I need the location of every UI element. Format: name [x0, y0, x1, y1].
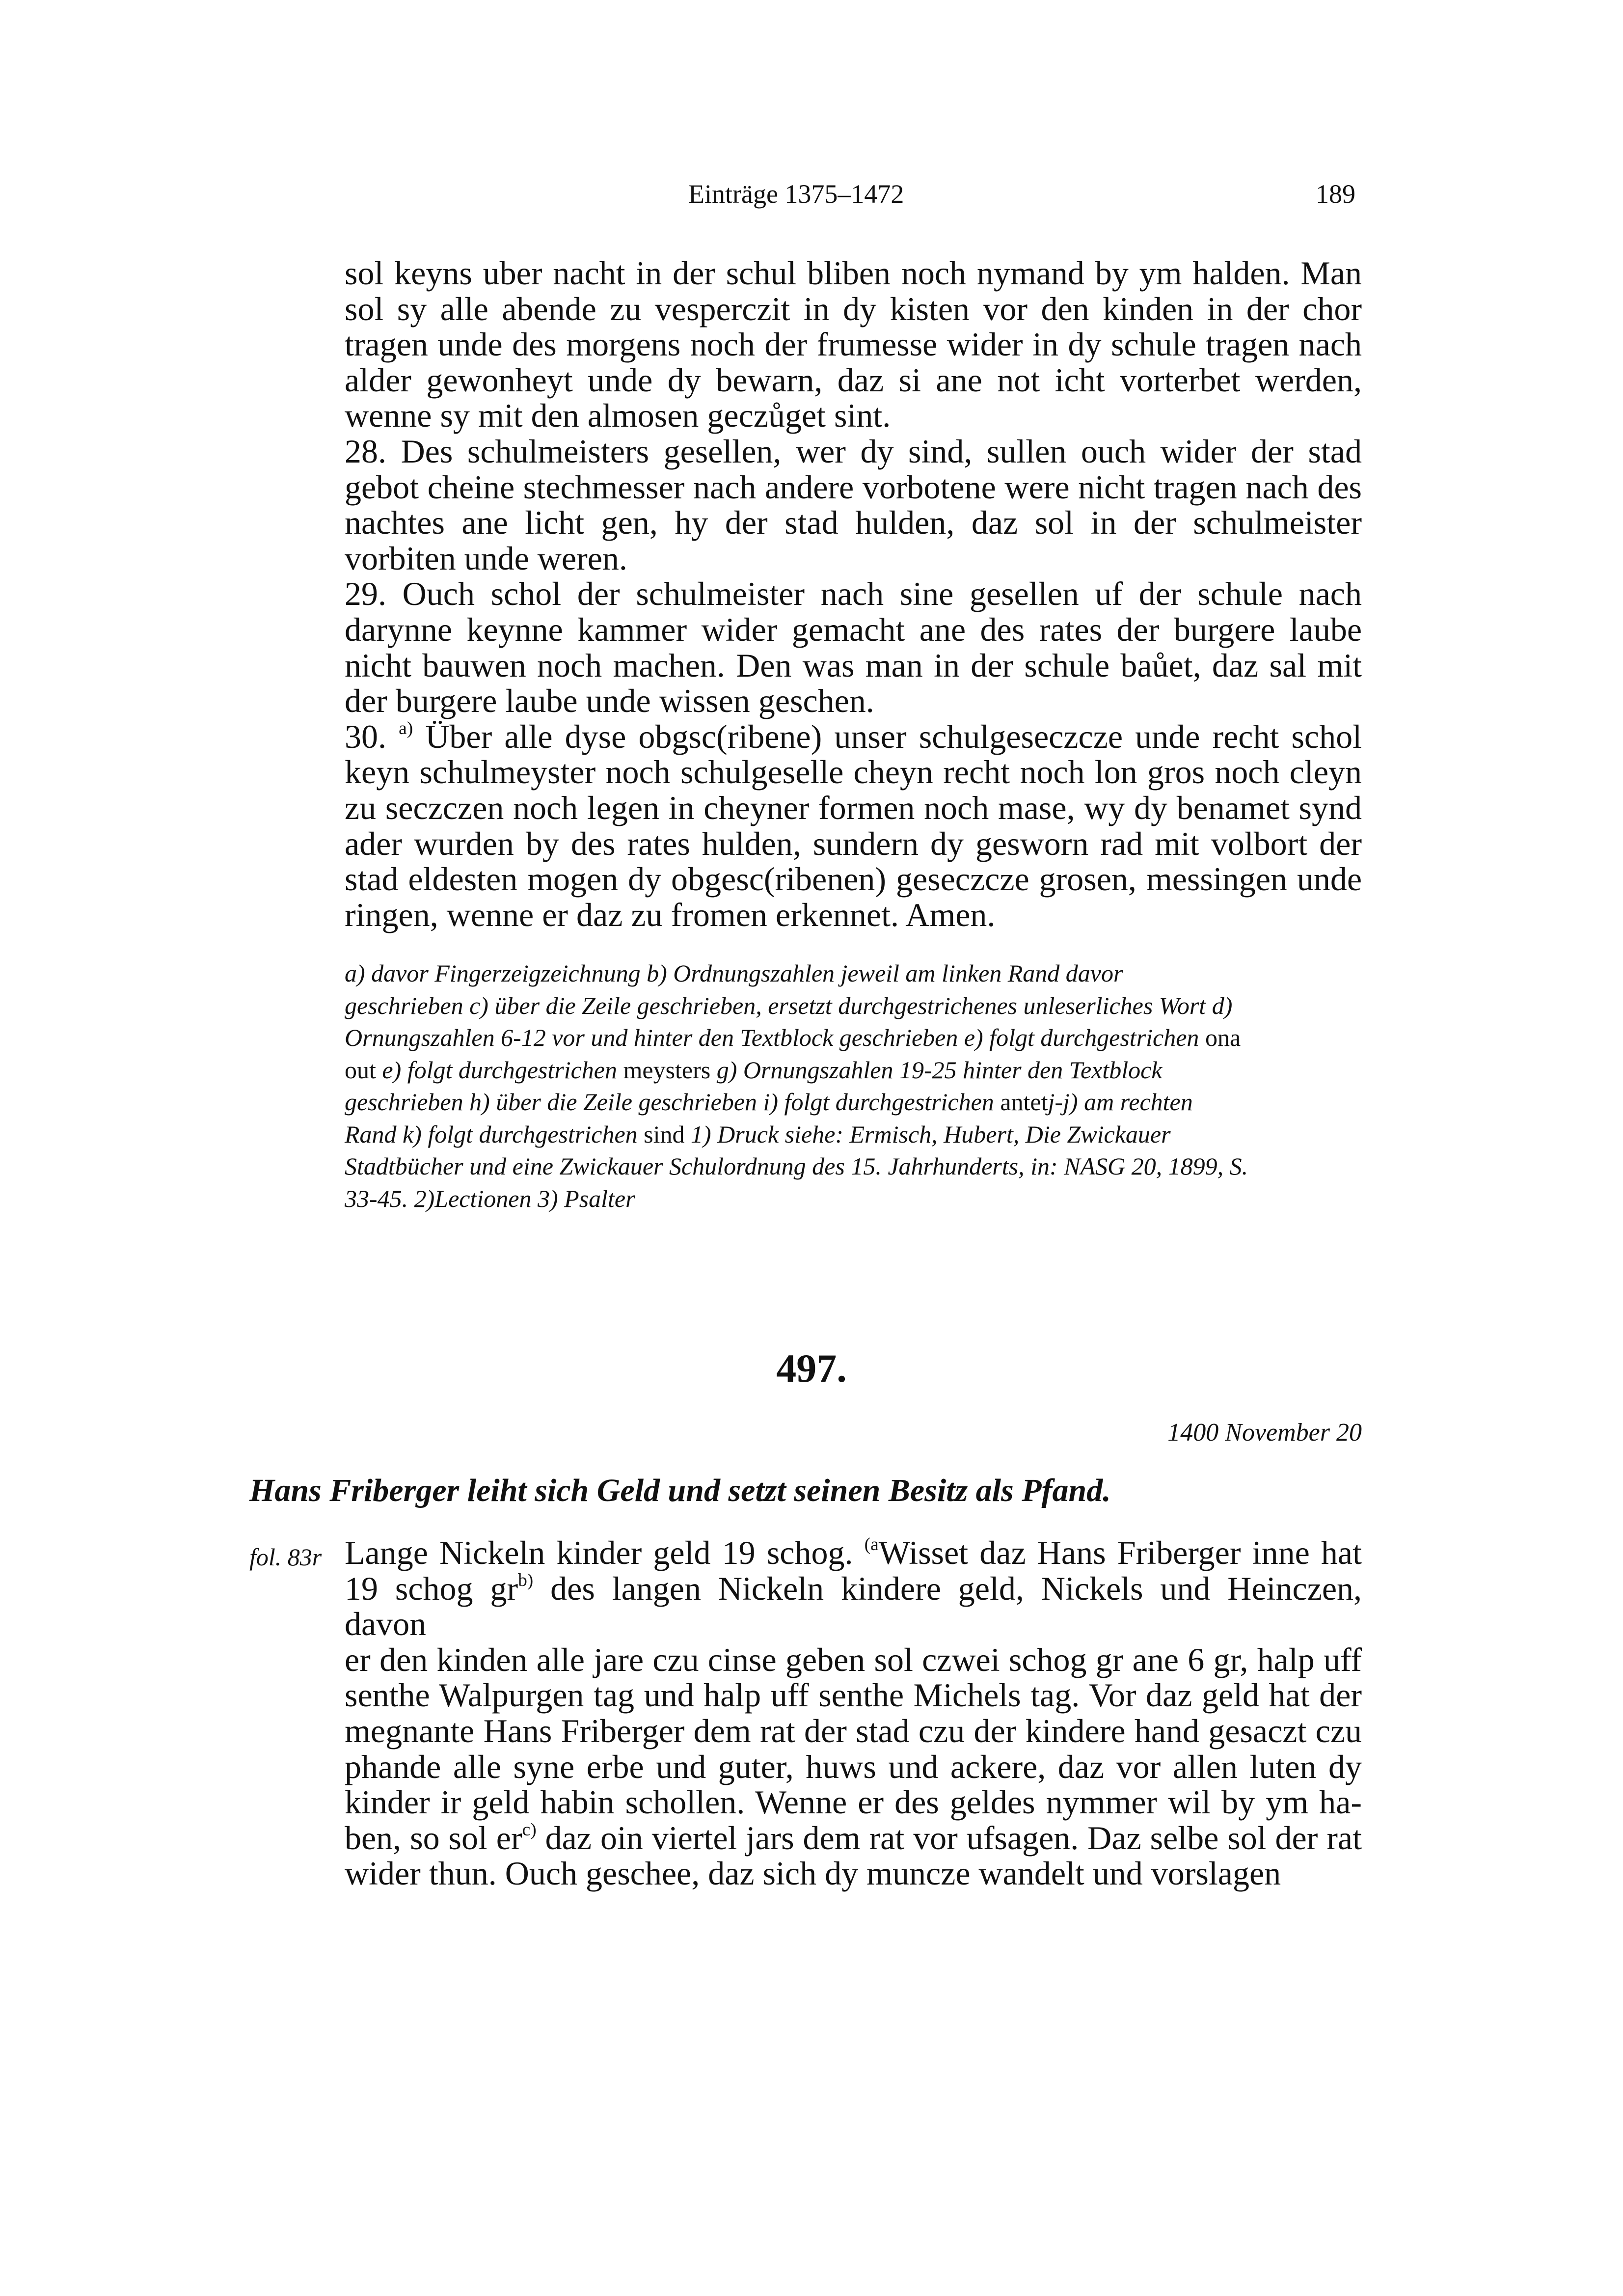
footnote-marker: a) — [399, 718, 413, 738]
text-line: senthe Walpurgen tag und halp uff senthe Michels tag. Vor daz geld hat der — [345, 1676, 1362, 1714]
footnote-text: 1) Druck siehe: Ermisch, Hubert, Die Zwickauer — [691, 1120, 1171, 1148]
footnote-text: g) Ornungszahlen 19-25 hinter den Textblock — [716, 1056, 1163, 1084]
text-line: wider thun. Ouch geschee, daz sich dy muncze wandelt und vorslagen — [345, 1855, 1281, 1892]
footnote-line: geschrieben c) über die Zeile geschrieben, ersetzt durchgestrichenes unleserliches Wort d) — [345, 991, 1233, 1019]
text-line — [345, 719, 1362, 755]
text-span: daz oin viertel jars dem rat vor ufsagen. Daz selbe sol der rat — [536, 1819, 1362, 1857]
entry-number: 497. — [776, 1346, 847, 1391]
text-line: vorbiten unde weren. — [345, 539, 627, 577]
text-line: darynne keynne kammer wider gemacht ane des rates der burgere laube — [345, 610, 1362, 648]
footnote-roman: out — [345, 1056, 376, 1084]
footnote-marker: (a — [864, 1534, 879, 1555]
footnote-line — [345, 1022, 1362, 1054]
text-line: gebot cheine stechmesser nach andere vorbotene were nicht tragen nach des — [345, 468, 1362, 506]
footnote-text: Ornungszahlen 6-12 vor und hinter den Textblock geschrieben e) folgt durchgestrichen — [345, 1024, 1199, 1051]
footnote-line — [345, 1054, 1362, 1087]
footnote-roman: sind — [644, 1120, 685, 1148]
entry-title: Hans Friberger leiht sich Geld und setzt seinen Besitz als Pfand. — [249, 1473, 1111, 1508]
text-line: der burgere laube unde wissen geschen. — [345, 682, 874, 720]
text-span: 19 schog gr — [345, 1569, 518, 1607]
text-line: wenne sy mit den almosen geczůget sint. — [345, 397, 891, 435]
footnote-marker: c) — [522, 1819, 537, 1840]
text-span: des langen Nickeln kindere geld, Nickels und Heinczen, davon — [345, 1569, 1362, 1643]
text-line: sol keyns uber nacht in der schul bliben noch nymand by ym halden. Man — [345, 254, 1362, 292]
entry-text — [345, 1535, 1362, 1891]
text-span: Lange Nickeln kinder geld 19 schog. — [345, 1534, 853, 1571]
text-line: nicht bauwen noch machen. Den was man in der schule baůet, daz sal mit — [345, 646, 1362, 684]
footnote-text: Rand k) folgt durchgestrichen — [345, 1120, 638, 1148]
text-line — [345, 1571, 1362, 1642]
footnote-marker: b) — [518, 1570, 534, 1590]
text-line: nachtes ane licht gen, hy der stad hulden, daz sol in der schulmeister — [345, 504, 1362, 542]
text-line: stad eldesten mogen dy obgesc(ribenen) geseczcze grosen, messingen unde — [345, 860, 1362, 898]
text-span: Über alle dyse obgsc(ribene) unser schulgeseczcze unde recht schol — [425, 717, 1362, 755]
footnote-line — [345, 1086, 1362, 1119]
footnotes — [345, 957, 1362, 1215]
folio-reference: fol. 83r — [249, 1543, 322, 1571]
text-line — [345, 1820, 1362, 1856]
footnote-line: Stadtbücher und eine Zwickauer Schulordnung des 15. Jahrhunderts, in: NASG 20, 1899, S. — [345, 1152, 1248, 1180]
text-line: tragen unde des morgens noch der frumesse wider in dy schule tragen nach — [345, 326, 1362, 363]
footnote-roman: meysters — [623, 1056, 711, 1084]
text-line — [345, 1535, 1362, 1571]
footnote-roman: antet — [1000, 1088, 1048, 1116]
footnote-roman: ona — [1205, 1024, 1241, 1051]
text-line: keyn schulmeyster noch schulgeselle cheyn recht noch lon gros noch cleyn — [345, 753, 1362, 791]
entry-date: 1400 November 20 — [1167, 1419, 1362, 1447]
text-line: sol sy alle abende zu vesperczit in dy kisten vor den kinden in der chor — [345, 290, 1362, 328]
text-line: er den kinden alle jare czu cinse geben sol czwei schog gr ane 6 gr, halp uff — [345, 1640, 1362, 1678]
text-line: ader wurden by des rates hulden, sundern dy gesworn rad mit volbort der — [345, 824, 1362, 862]
footnote-line: a) davor Fingerzeigzeichnung b) Ordnungszahlen jeweil am linken Rand davor — [345, 959, 1123, 987]
text-line: kinder ir geld habin schollen. Wenne er des geldes nymmer wil by ym ha- — [345, 1783, 1362, 1821]
footnote-line — [345, 1119, 1362, 1151]
text-span: ben, so sol er — [345, 1819, 522, 1857]
continuation-text — [345, 255, 1362, 932]
footnote-line: 33-45. 2)Lectionen 3) Psalter — [345, 1184, 635, 1212]
footnote-text: j-j) am rechten — [1048, 1088, 1193, 1116]
text-line: megnante Hans Friberger dem rat der stad czu der kindere hand gesaczt czu — [345, 1712, 1362, 1749]
text-line: 29. Ouch schol der schulmeister nach sine gesellen uf der schule nach — [345, 575, 1362, 613]
text-span: Wisset daz Hans Friberger inne hat — [878, 1534, 1362, 1571]
paragraph-number: 30. — [345, 717, 386, 755]
text-line: zu seczczen noch legen in cheyner formen noch mase, wy dy benamet synd — [345, 789, 1362, 826]
text-line: phande alle syne erbe und guter, huws und ackere, daz vor allen luten dy — [345, 1748, 1362, 1785]
text-line: alder gewonheyt unde dy bewarn, daz si ane not icht vorterbet werden, — [345, 361, 1362, 399]
footnote-text: e) folgt durchgestrichen — [382, 1056, 617, 1084]
text-line: 28. Des schulmeisters gesellen, wer dy sind, sullen ouch wider der stad — [345, 432, 1362, 470]
running-head: Einträge 1375–1472 — [688, 179, 904, 209]
page-number: 189 — [1316, 179, 1355, 209]
text-line: ringen, wenne er daz zu fromen erkennet. Amen. — [345, 896, 996, 933]
footnote-text: geschrieben h) über die Zeile geschrieben i) folgt durchgestrichen — [345, 1088, 994, 1116]
